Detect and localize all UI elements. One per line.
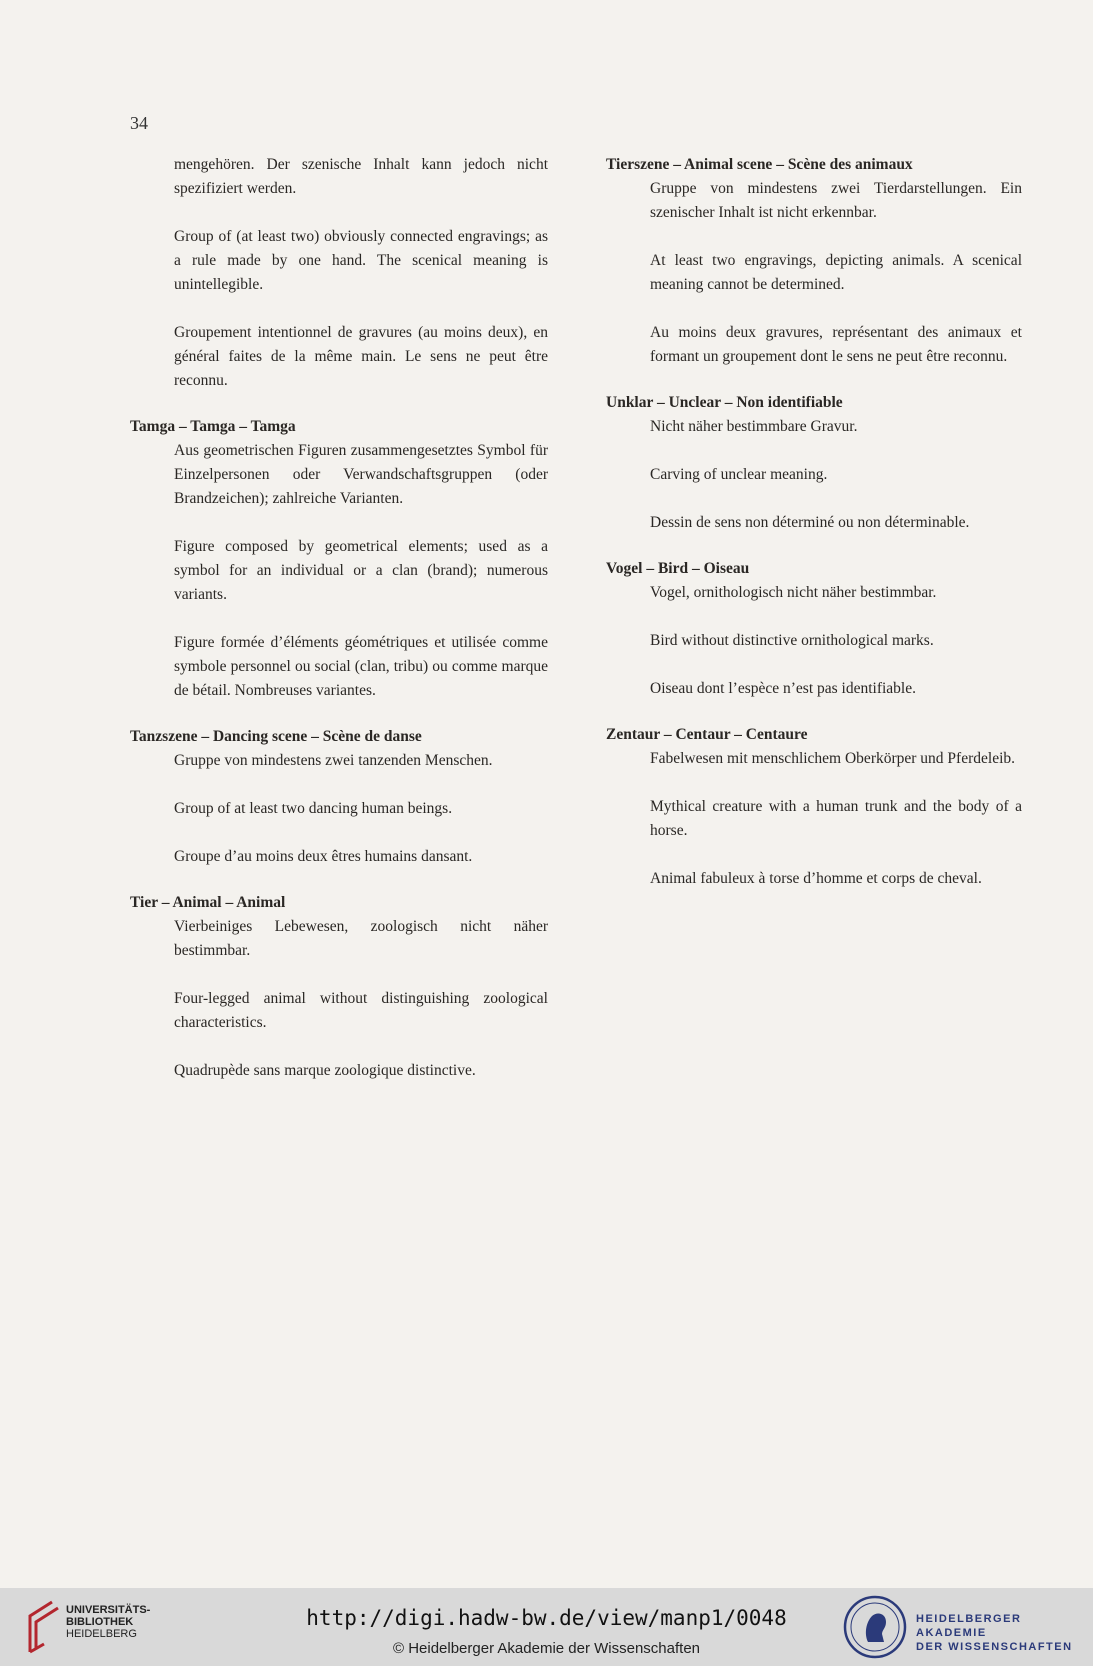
glossary-entry-unklar	[606, 391, 1022, 535]
entry-text-fr: Au moins deux gravures, représentant des animaux et formant un groupement dont le sens ne peut être reconnu.	[650, 324, 1022, 365]
entry-heading: Tier – Animal – Animal	[130, 894, 286, 911]
glossary-entry-vogel	[606, 557, 1022, 701]
academy-name-line: HEIDELBERGER AKADEMIE	[916, 1613, 1022, 1639]
left-column	[130, 153, 548, 1105]
entry-heading: Zentaur – Centaur – Centaure	[606, 726, 808, 743]
entry-heading: Tanzszene – Dancing scene – Scène de danse	[130, 728, 422, 745]
academy-name-line: DER WISSENSCHAFTEN	[916, 1641, 1073, 1653]
entry-text-de: Vierbeiniges Lebewesen, zoologisch nicht näher bestimmbar.	[174, 918, 548, 959]
entry-heading: Tamga – Tamga – Tamga	[130, 418, 296, 435]
page-number: 34	[130, 113, 148, 133]
entry-text-en: Group of at least two dancing human beings.	[174, 800, 453, 817]
entry-heading: Tierszene – Animal scene – Scène des animaux	[606, 156, 913, 173]
entry-text-de: Gruppe von mindestens zwei tanzenden Menschen.	[174, 752, 493, 769]
entry-text-en: Bird without distinctive ornithological marks.	[650, 632, 934, 649]
glossary-entry-tanzszene	[130, 725, 548, 869]
academy-name	[916, 1612, 1093, 1654]
entry-text-de: Aus geometrischen Figuren zusammengesetztes Symbol für Einzelpersonen oder Verwandschaftsgruppen (oder Brandzeichen); zahlreiche Varianten.	[174, 442, 548, 507]
entry-text-fr: Animal fabuleux à torse d’homme et corps de cheval.	[650, 870, 982, 887]
glossary-entry-tamga	[130, 415, 548, 703]
entry-text-de: Gruppe von mindestens zwei Tierdarstellungen. Ein szenischer Inhalt ist nicht erkennbar.	[650, 180, 1022, 221]
entry-text-en: Mythical creature with a human trunk and the body of a horse.	[650, 798, 1022, 839]
continuation-paragraph: Groupement intentionnel de gravures (au moins deux), en général faites de la même main. Le sens ne peut être reconnu.	[174, 324, 548, 389]
entry-text-fr: Figure formée d’éléments géométriques et utilisée comme symbole personnel ou social (clan, tribu) ou comme marque de bétail. Nombreuses variantes.	[174, 634, 548, 699]
entry-text-fr: Oiseau dont l’espèce n’est pas identifiable.	[650, 680, 916, 697]
entry-text-fr: Dessin de sens non déterminé ou non déterminable.	[650, 514, 970, 531]
permalink-url[interactable]: http://digi.hadw-bw.de/view/manp1/0048	[306, 1606, 787, 1630]
library-name-line: HEIDELBERG	[66, 1628, 137, 1640]
entry-text-fr: Quadrupède sans marque zoologique distinctive.	[174, 1062, 476, 1079]
continuation-paragraph: Group of (at least two) obviously connected engravings; as a rule made by one hand. The scenical meaning is unintellegible.	[174, 228, 548, 293]
entry-text-de: Vogel, ornithologisch nicht näher bestimmbar.	[650, 584, 937, 601]
footer-bar	[0, 1588, 1093, 1666]
entry-text-en: At least two engravings, depicting animals. A scenical meaning cannot be determined.	[650, 252, 1022, 293]
entry-text-en: Carving of unclear meaning.	[650, 466, 828, 483]
entry-text-de: Nicht näher bestimmbare Gravur.	[650, 418, 858, 435]
entry-text-de: Fabelwesen mit menschlichem Oberkörper und Pferdeleib.	[650, 750, 1015, 767]
entry-text-fr: Groupe d’au moins deux êtres humains dansant.	[174, 848, 473, 865]
copyright-notice: © Heidelberger Akademie der Wissenschaften	[392, 1640, 701, 1657]
entry-heading: Unklar – Unclear – Non identifiable	[606, 394, 843, 411]
library-name-line: UNIVERSITÄTS-	[66, 1604, 151, 1616]
library-name-line: BIBLIOTHEK	[66, 1616, 134, 1628]
glossary-entry-zentaur	[606, 723, 1022, 891]
academy-seal-icon	[842, 1594, 908, 1660]
glossary-entry-tierszene	[606, 153, 1022, 369]
entry-text-en: Four-legged animal without distinguishing zoological characteristics.	[174, 990, 548, 1031]
entry-heading: Vogel – Bird – Oiseau	[606, 560, 750, 577]
continuation-paragraph: mengehören. Der szenische Inhalt kann jedoch nicht spezifiziert werden.	[174, 156, 548, 197]
right-column	[606, 153, 1022, 913]
entry-text-en: Figure composed by geometrical elements; used as a symbol for an individual or a clan (brand); numerous variants.	[174, 538, 548, 603]
glossary-entry-tier	[130, 891, 548, 1083]
